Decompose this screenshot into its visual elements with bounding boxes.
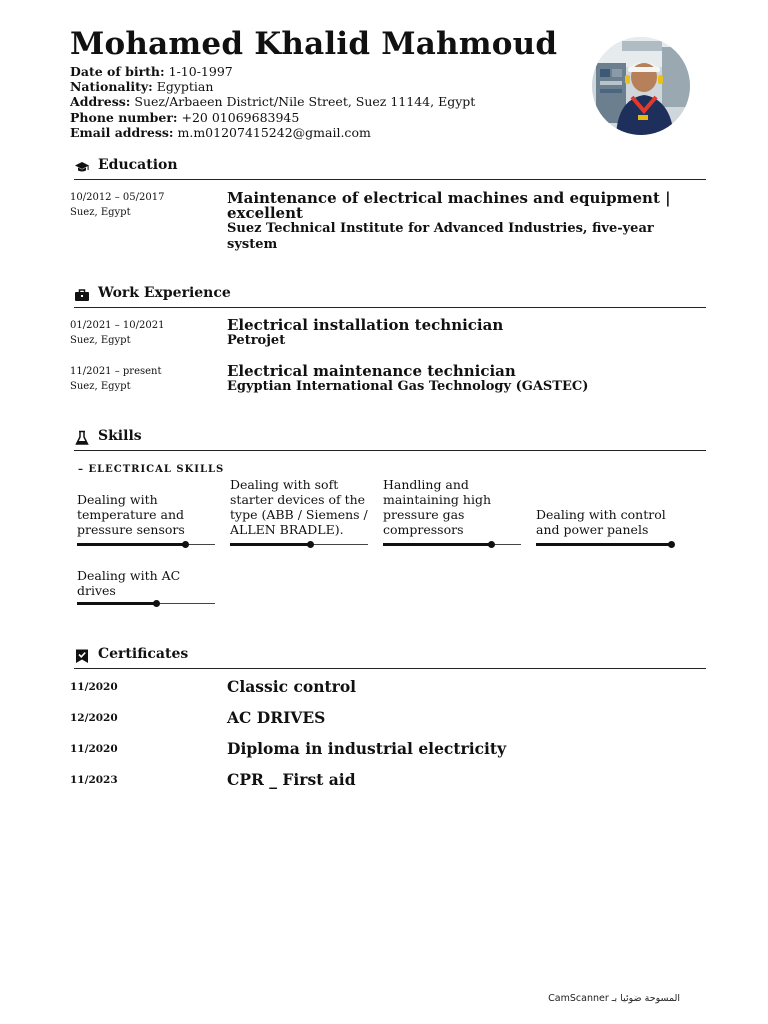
- info-label: Nationality:: [70, 79, 153, 95]
- skill-level-bar: [77, 599, 215, 609]
- graduation-cap-icon: [74, 159, 90, 175]
- skill-level-bar: [536, 540, 674, 550]
- info-label: Phone number:: [70, 109, 178, 125]
- certificate-title: Diploma in industrial electricity: [227, 739, 507, 758]
- section-certificates-header: [74, 646, 706, 669]
- entry-subtitle: Petrojet: [227, 333, 286, 348]
- candidate-name: Mohamed Khalid Mahmoud: [70, 26, 558, 62]
- section-title: Certificates: [98, 646, 189, 662]
- section-title: Work Experience: [98, 285, 231, 301]
- certificate-title: AC DRIVES: [227, 708, 326, 727]
- skills-category: – ELECTRICAL SKILLS: [78, 464, 225, 475]
- entry-date: 10/2012 – 05/2017: [70, 192, 165, 203]
- certificate-date: 11/2020: [70, 743, 118, 755]
- section-work-header: [74, 285, 706, 308]
- entry-subtitle: Egyptian International Gas Technology (GASTEC): [227, 379, 589, 394]
- skill-text: Dealing with temperature and pressure sensors: [77, 492, 185, 537]
- profile-photo: [592, 37, 690, 135]
- info-label: Date of birth:: [70, 64, 165, 79]
- entry-place: Suez, Egypt: [70, 381, 131, 392]
- work-entry-details: [227, 364, 697, 395]
- flask-icon: [74, 430, 90, 446]
- section-title: Education: [98, 157, 178, 173]
- certificate-date: 11/2023: [70, 774, 118, 786]
- section-skills-header: [74, 428, 706, 451]
- entry-place: Suez, Egypt: [70, 207, 131, 218]
- skill-text: Dealing with control and power panels: [536, 507, 666, 537]
- skill-text: Dealing with soft starter devices of the type (ABB / Siemens / ALLEN BRADLE).: [230, 477, 368, 537]
- info-date-of-birth: [70, 64, 475, 79]
- certificate-date: 12/2020: [70, 712, 118, 724]
- certificate-date: 11/2020: [70, 681, 118, 693]
- entry-place: Suez, Egypt: [70, 335, 131, 346]
- info-value: Egyptian: [156, 79, 214, 95]
- skill-level-bar: [77, 540, 215, 550]
- entry-title: Electrical installation technician: [227, 316, 504, 334]
- info-nationality: [70, 79, 475, 94]
- info-email: [70, 125, 475, 140]
- education-entry-details: [227, 191, 697, 252]
- certificate-icon: [74, 648, 90, 664]
- entry-subtitle: Suez Technical Institute for Advanced Industries, five-year system: [227, 221, 654, 252]
- work-entry: [70, 318, 164, 348]
- entry-title: Electrical maintenance technician: [227, 362, 516, 380]
- certificate-title: Classic control: [227, 677, 357, 696]
- scanner-watermark: CamScanner المسوحة ضوئيا بـ: [548, 993, 680, 1004]
- info-phone: [70, 110, 475, 125]
- skill-level-bar: [230, 540, 368, 550]
- section-education-header: [74, 157, 706, 180]
- education-entry: [70, 190, 164, 220]
- info-value: +20 01069683945: [181, 109, 300, 125]
- info-value: m.m01207415242@gmail.com: [177, 124, 371, 140]
- entry-date: 01/2021 – 10/2021: [70, 320, 165, 331]
- info-label: Email address:: [70, 124, 174, 140]
- skill-text: Dealing with AC drives: [77, 568, 181, 598]
- skill-level-bar: [383, 540, 521, 550]
- info-address: [70, 94, 475, 109]
- section-title: Skills: [98, 428, 142, 444]
- entry-title: Maintenance of electrical machines and equipment | excellent: [227, 189, 671, 222]
- briefcase-icon: [74, 287, 90, 303]
- info-value: Suez/Arbaeen District/Nile Street, Suez 11144, Egypt: [134, 94, 476, 110]
- work-entry: [70, 364, 162, 394]
- info-label: Address:: [70, 94, 131, 110]
- entry-date: 11/2021 – present: [70, 366, 162, 377]
- work-entry-details: [227, 318, 697, 349]
- personal-info: [70, 64, 475, 140]
- certificate-title: CPR _ First aid: [227, 770, 356, 789]
- skill-text: Handling and maintaining high pressure gas compressors: [383, 477, 492, 537]
- info-value: 1-10-1997: [168, 64, 233, 79]
